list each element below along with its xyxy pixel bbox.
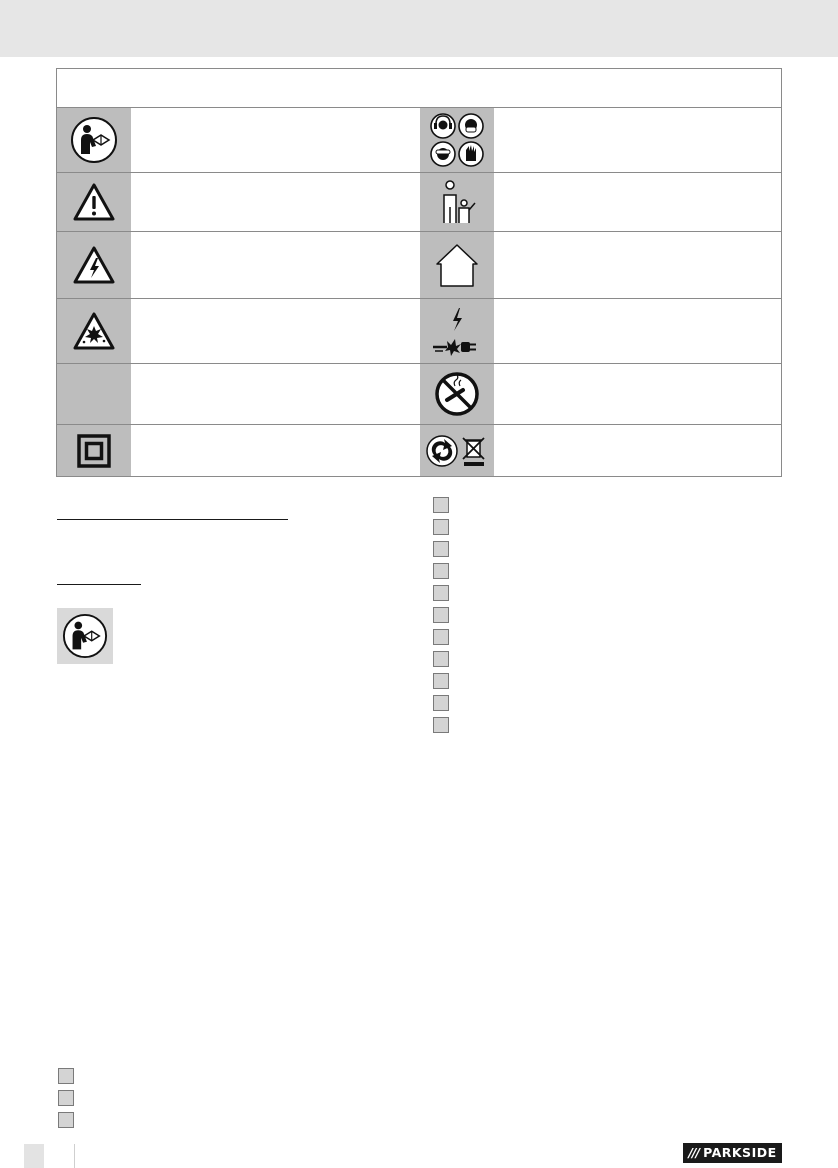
parts-number-box	[433, 717, 449, 733]
parts-number-box	[433, 629, 449, 645]
parts-number-box	[433, 563, 449, 579]
symbol-description	[131, 425, 421, 476]
supplied-number-box	[58, 1090, 74, 1106]
symbol-row	[57, 299, 781, 364]
symbol-description	[131, 173, 421, 231]
symbol-description	[131, 108, 421, 172]
symbol-row	[57, 232, 781, 299]
supplied-number-box	[58, 1068, 74, 1084]
recycling-weee-icon	[420, 425, 494, 476]
keep-children-away-icon	[420, 173, 494, 231]
read-manual-icon	[62, 613, 108, 659]
page-header-bar	[0, 0, 838, 57]
parts-number-box	[433, 695, 449, 711]
parts-number-box	[433, 585, 449, 601]
intro-manual-box	[57, 608, 113, 664]
symbols-table	[56, 68, 782, 477]
page-number-box	[24, 1144, 44, 1168]
brand-mark: ///	[688, 1145, 700, 1160]
electric-shock-warning-icon	[57, 232, 131, 298]
parts-number-box	[433, 519, 449, 535]
symbol-description	[494, 108, 781, 172]
brand-name: PARKSIDE	[703, 1145, 777, 1160]
symbol-description	[131, 364, 421, 424]
protective-equipment-icon	[420, 108, 494, 172]
symbol-description	[131, 299, 421, 363]
symbol-description	[494, 173, 781, 231]
parts-number-box	[433, 497, 449, 513]
read-manual-icon	[57, 108, 131, 172]
empty-symbol-cell	[57, 364, 131, 424]
explosion-warning-icon	[57, 299, 131, 363]
parts-number-box	[433, 673, 449, 689]
subsection-heading-underline	[57, 584, 141, 585]
symbol-row	[57, 364, 781, 425]
symbol-row	[57, 108, 781, 173]
supplied-number-box	[58, 1112, 74, 1128]
footer-divider	[74, 1144, 75, 1168]
warning-triangle-icon	[57, 173, 131, 231]
parkside-logo	[683, 1143, 782, 1163]
symbols-table-header	[57, 69, 781, 108]
symbol-description	[494, 364, 781, 424]
protection-class-ii-icon	[57, 425, 131, 476]
parts-number-box	[433, 651, 449, 667]
symbol-row	[57, 173, 781, 232]
symbol-description	[494, 299, 781, 363]
no-smoking-icon	[420, 364, 494, 424]
symbol-description	[131, 232, 421, 298]
symbol-row	[57, 425, 781, 476]
symbol-description	[494, 232, 781, 298]
parts-number-box	[433, 541, 449, 557]
section-heading-underline	[57, 519, 288, 520]
indoor-use-only-icon	[420, 232, 494, 298]
symbol-description	[494, 425, 781, 476]
parts-number-box	[433, 607, 449, 623]
unplug-mains-icon	[420, 299, 494, 363]
